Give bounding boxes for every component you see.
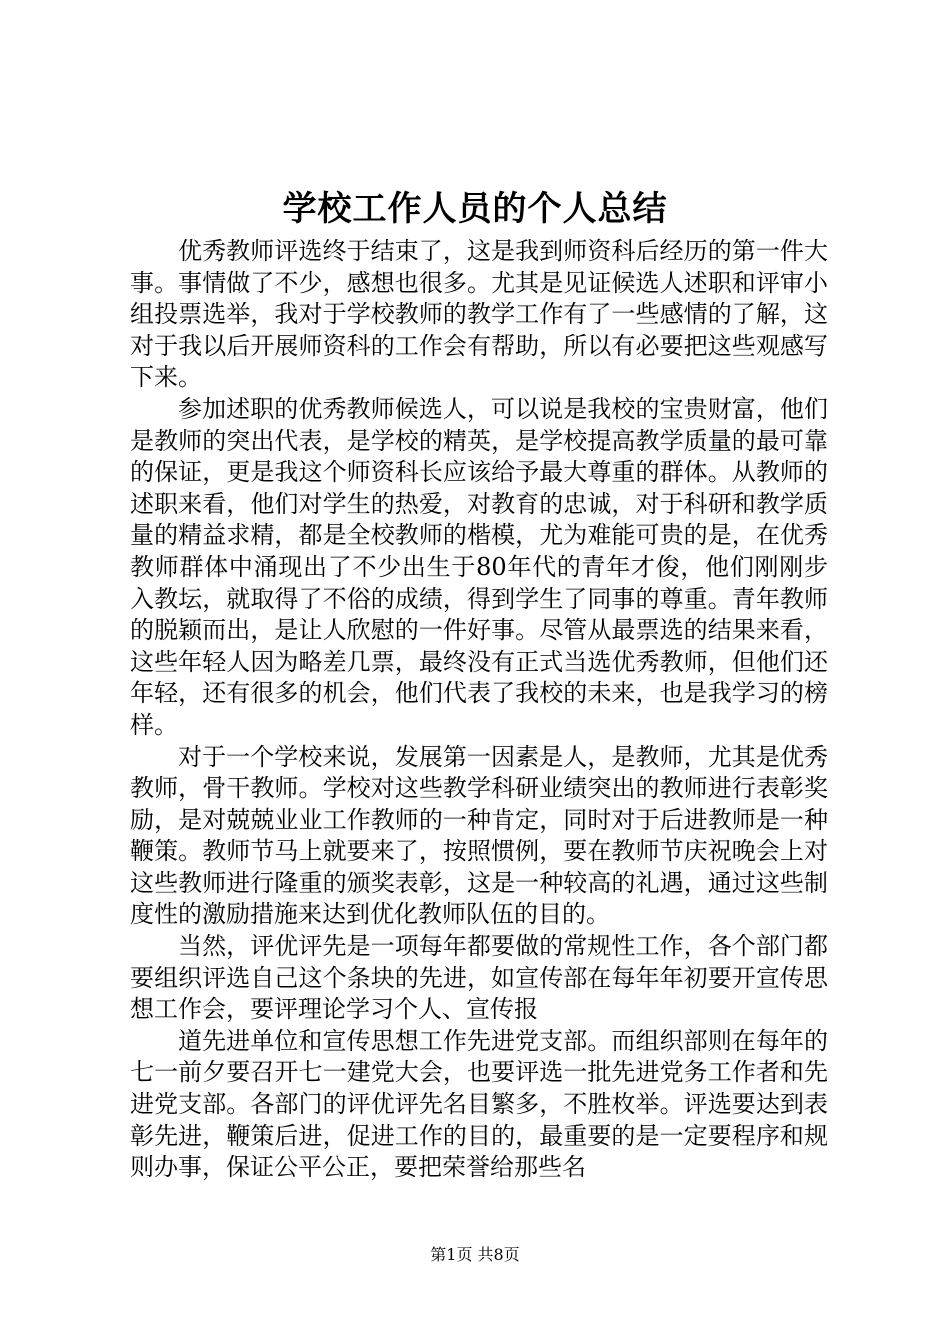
paragraph-3: 对于一个学校来说，发展第一因素是人，是教师，尤其是优秀教师，骨干教师。学校对这些教学科研业绩突出的教师进行表彰奖励，是对兢兢业业工作教师的一种肯定，同时对于后进教师是一种鞭策。教师节马上就要来了，按照惯例，要在教师节庆祝晚会上对这些教师进行隆重的颁奖表彰，这是一种较高的礼遇，通过这些制度性的激励措施来达到优化教师队伍的目的。 xyxy=(130,742,828,929)
paragraph-1: 优秀教师评选终于结束了，这是我到师资科后经历的第一件大事。事情做了不少，感想也很多。尤其是见证候选人述职和评审小组投票选举，我对于学校教师的教学工作有了一些感情的了解，这对于我以后开展师资科的工作会有帮助，所以有必要把这些观感写下来。 xyxy=(130,237,828,392)
document-title: 学校工作人员的个人总结 xyxy=(282,189,668,229)
document-body xyxy=(130,236,828,1184)
paragraph-5: 道先进单位和宣传思想工作先进党支部。而组织部则在每年的七一前夕要召开七一建党大会，也要评选一批先进党务工作者和先进党支部。各部门的评优评先名目繁多，不胜枚举。评选要达到表彰先进，鞭策后进，促进工作的目的，最重要的是一定要程序和规则办事，保证公平公正，要把荣誉给那些名 xyxy=(130,1026,828,1182)
page-footer: 第1页 共8页 xyxy=(430,1245,520,1264)
paragraph-2: 参加述职的优秀教师候选人，可以说是我校的宝贵财富，他们是教师的突出代表，是学校的精英，是学校提高教学质量的最可靠的保证，更是我这个师资科长应该给予最大尊重的群体。从教师的述职来看，他们对学生的热爱，对教育的忠诚，对于科研和教学质量的精益求精，都是全校教师的楷模，尤为难能可贵的是，在优秀教师群体中涌现出了不少出生于80年代的青年才俊，他们刚刚步入教坛，就取得了不俗的成绩，得到学生了同事的尊重。青年教师的脱颖而出，是让人欣慰的一件好事。尽管从最票选的结果来看，这些年轻人因为略差几票，最终没有正式当选优秀教师，但他们还年轻，还有很多的机会，他们代表了我校的未来，也是我学习的榜样。 xyxy=(130,394,828,739)
paragraph-4: 当然，评优评先是一项每年都要做的常规性工作，各个部门都要组织评选自己这个条块的先进，如宣传部在每年年初要开宣传思想工作会，要评理论学习个人、宣传报 xyxy=(130,932,828,1024)
